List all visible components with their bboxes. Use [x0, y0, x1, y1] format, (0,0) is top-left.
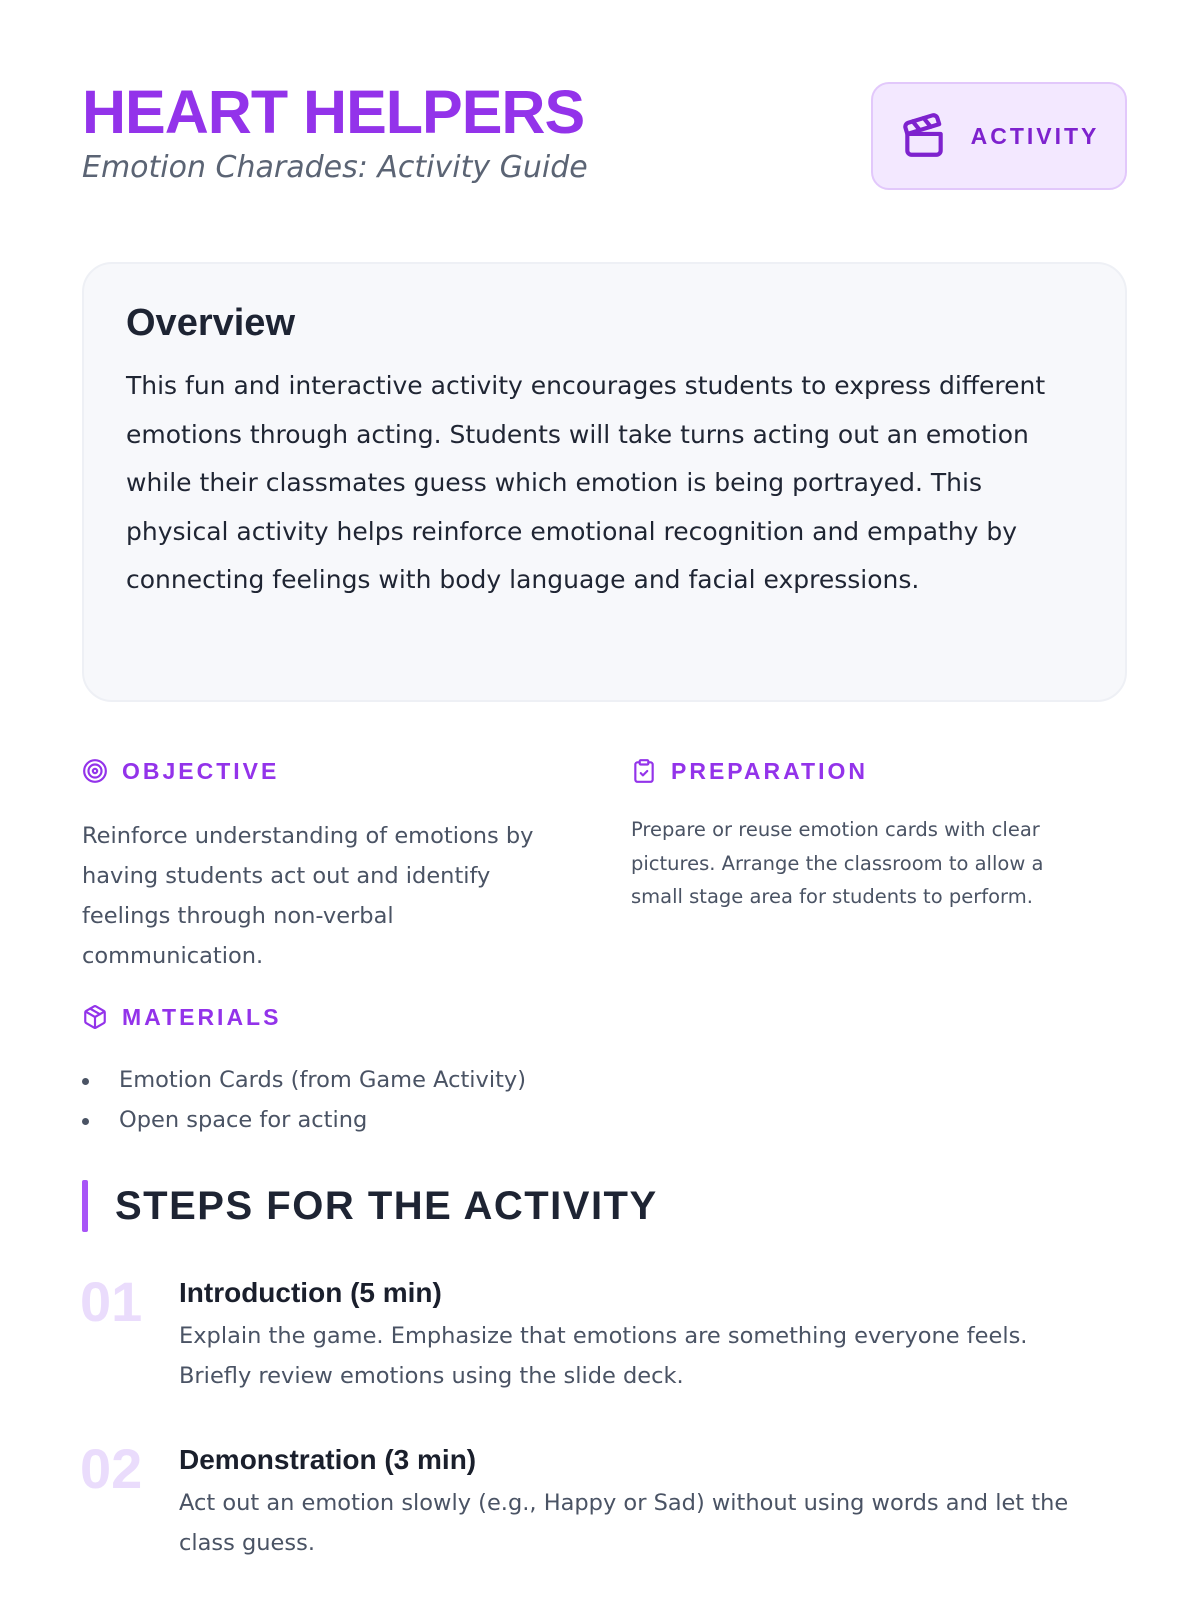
- list-item: Emotion Cards (from Game Activity): [82, 1060, 622, 1100]
- materials-list: [82, 1060, 622, 1140]
- step-description: Act out an emotion slowly (e.g., Happy or Sad) without using words and let the class guess.: [179, 1490, 1069, 1556]
- steps-heading: STEPS FOR THE ACTIVITY: [115, 1184, 658, 1228]
- objective-header: [82, 756, 562, 786]
- overview-card: [82, 262, 1127, 702]
- preparation-title: PREPARATION: [671, 757, 868, 784]
- accent-bar: [82, 1180, 88, 1232]
- list-item: Open space for acting: [82, 1100, 622, 1140]
- step-number: 01: [80, 1270, 143, 1333]
- materials-section: [82, 1002, 622, 1140]
- badge-label: ACTIVITY: [970, 122, 1100, 149]
- overview-body: This fun and interactive activity encourages students to express different emotions through acting. Students will take turns acting out an emotion while their classmates guess which emotion is being portrayed. This physical activity helps reinforce emotional recognition and empathy by connecting feelings with body language and facial expressions.: [126, 371, 1046, 594]
- preparation-section: [631, 756, 1101, 914]
- preparation-header: [631, 756, 1101, 786]
- clipboard-check-icon: [631, 758, 657, 784]
- activity-badge: [871, 82, 1127, 190]
- clapperboard-icon: [899, 111, 949, 161]
- page-subtitle: Emotion Charades: Activity Guide: [82, 150, 588, 185]
- target-icon: [82, 758, 108, 784]
- step-title: Introduction (5 min): [179, 1277, 442, 1308]
- step-number: 02: [80, 1437, 143, 1500]
- step-description: Explain the game. Emphasize that emotions are something everyone feels. Briefly review emotions using the slide deck.: [179, 1323, 1028, 1389]
- steps-header: [82, 1180, 1127, 1232]
- page-title: HEART HELPERS: [82, 78, 585, 146]
- overview-heading: Overview: [126, 302, 295, 344]
- activity-guide-page: [80, 78, 1127, 1556]
- materials-title: MATERIALS: [122, 1003, 282, 1030]
- box-icon: [82, 1004, 108, 1030]
- steps-section: [80, 1180, 1127, 1556]
- step-title: Demonstration (3 min): [179, 1444, 477, 1475]
- objective-title: OBJECTIVE: [122, 757, 280, 784]
- objective-section: [82, 756, 562, 976]
- page-header: [82, 78, 1127, 228]
- preparation-text: Prepare or reuse emotion cards with clear pictures. Arrange the classroom to allow a small stage area for students to perform.: [631, 818, 1044, 908]
- objective-text: Reinforce understanding of emotions by having students act out and identify feelings through non-verbal communication.: [82, 823, 534, 969]
- materials-header: [82, 1002, 622, 1032]
